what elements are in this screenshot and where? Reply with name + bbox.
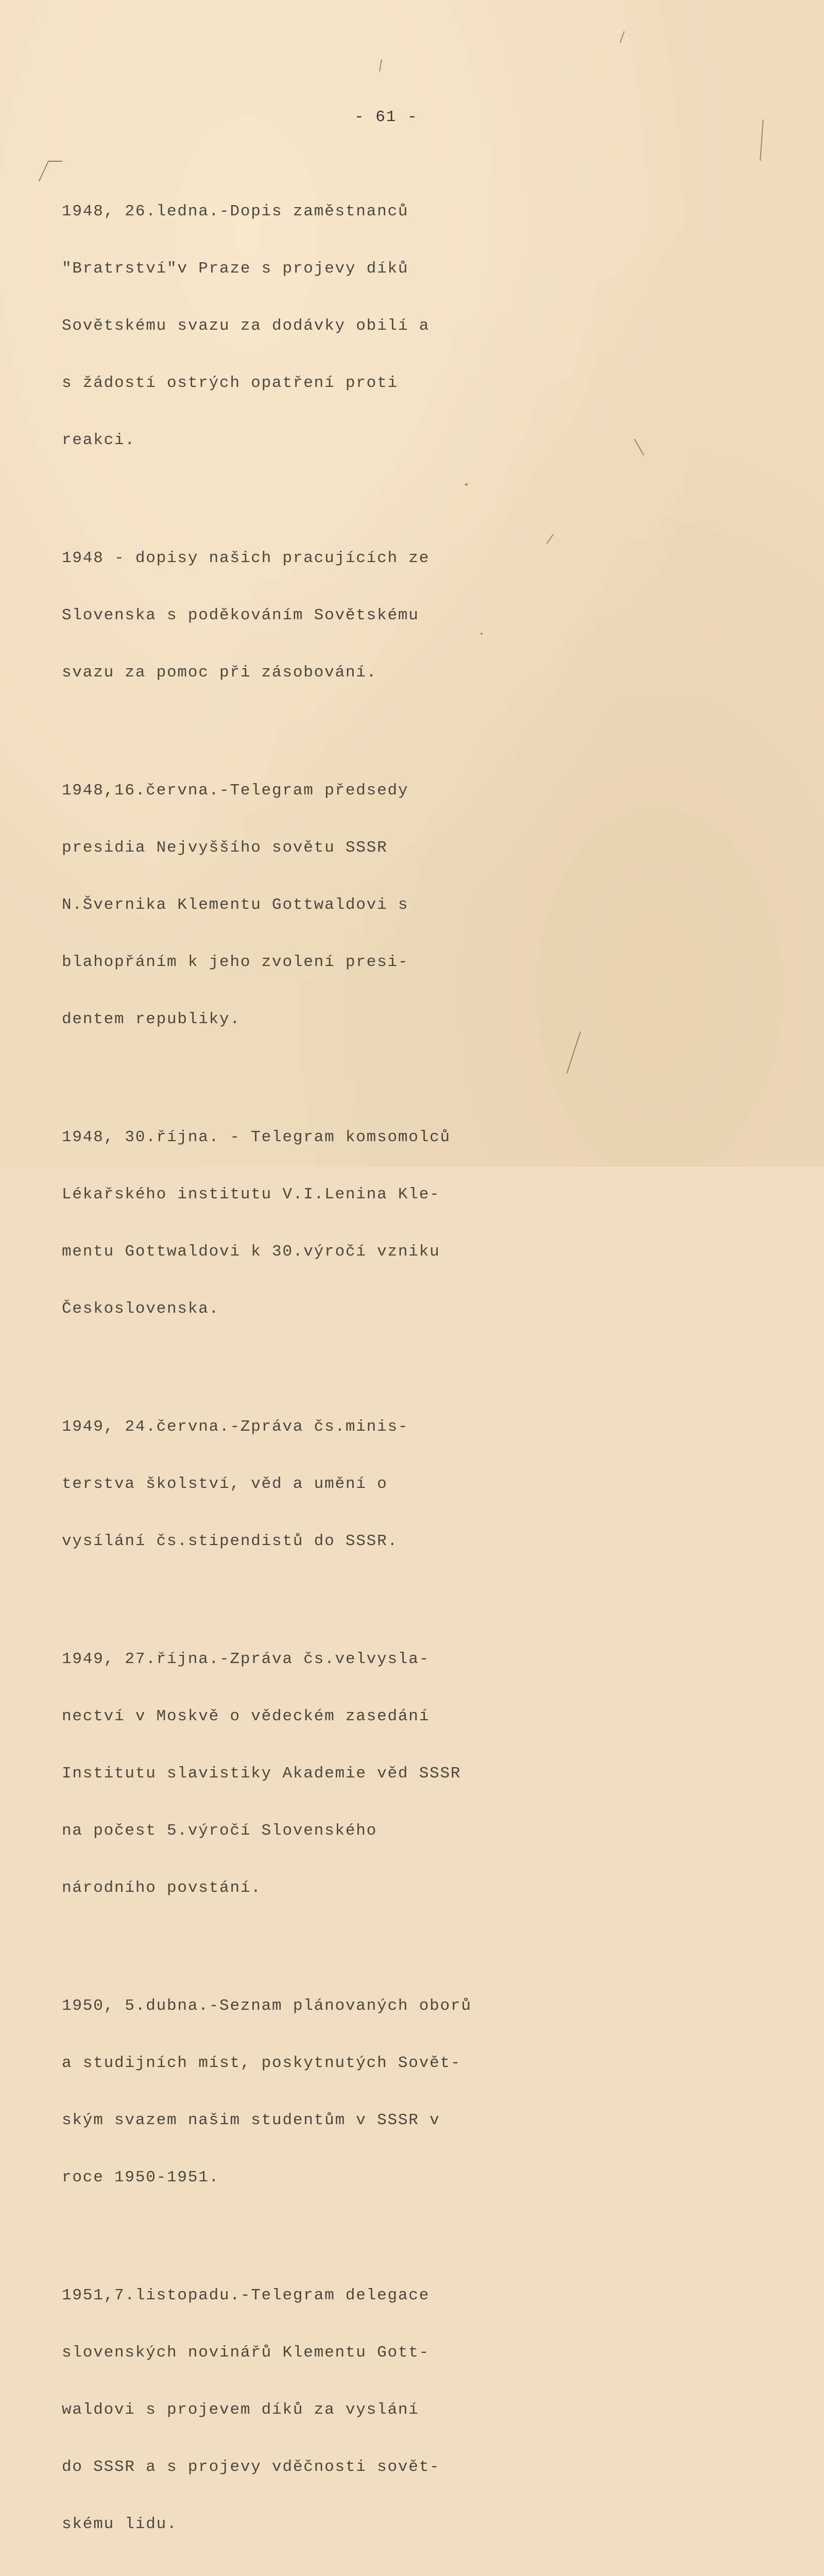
list-item	[62, 743, 484, 1067]
entry-line: a studijních míst, poskytnutých Sovět-	[62, 2054, 461, 2072]
entry-line: 1951,7.listopadu.-Telegram delegace	[62, 2286, 430, 2304]
list-item	[62, 2248, 484, 2572]
entry-line: svazu za pomoc při zásobování.	[62, 664, 377, 682]
entry-line: Institutu slavistiky Akademie věd SSSR	[62, 1765, 461, 1783]
entry-line: 1949, 27.října.-Zpráva čs.velvysla-	[62, 1650, 430, 1668]
paper-mark	[620, 31, 625, 43]
entry-list	[62, 164, 484, 2576]
paper-mark	[480, 633, 483, 635]
paper-mark	[546, 534, 554, 544]
entry-line: waldovi s projevem díků za vyslání	[62, 2401, 419, 2419]
entry-line: národního povstání.	[62, 1879, 262, 1897]
entry-line: ským svazem našim studentům v SSSR v	[62, 2111, 440, 2129]
entry-line: "Bratrství"v Praze s projevy díků	[62, 260, 409, 278]
list-item	[62, 511, 484, 720]
entry-line: dentem republiky.	[62, 1010, 241, 1028]
entry-line: terstva školství, věd a umění o	[62, 1475, 388, 1493]
entry-line: roce 1950-1951.	[62, 2168, 220, 2187]
entry-line: 1948 - dopisy našich pracujících ze	[62, 549, 430, 567]
list-item	[62, 1379, 484, 1589]
entry-line: mentu Gottwaldovi k 30.výročí vzniku	[62, 1243, 440, 1261]
entry-line: s žádostí ostrých opatření proti	[62, 374, 398, 392]
entry-line: reakci.	[62, 431, 135, 449]
paper-mark	[634, 439, 644, 455]
entry-line: do SSSR a s projevy vděčnosti sovět-	[62, 2458, 440, 2476]
paper-mark	[379, 59, 382, 72]
entry-line: 1948,16.června.-Telegram předsedy	[62, 782, 409, 800]
entry-line: 1949, 24.června.-Zpráva čs.minis-	[62, 1418, 409, 1436]
entry-line: nectví v Moskvě o vědeckém zasedání	[62, 1707, 430, 1725]
paper-mark	[566, 1031, 581, 1073]
paper-mark	[465, 483, 468, 486]
list-item	[62, 1090, 484, 1357]
entry-line: skému lidu.	[62, 2515, 178, 2533]
entry-line: Československa.	[62, 1300, 220, 1318]
list-item	[62, 1612, 484, 1936]
paper-mark	[760, 120, 764, 161]
entry-line: slovenských novinářů Klementu Gott-	[62, 2344, 430, 2362]
entry-line: blahopřáním k jeho zvolení presi-	[62, 953, 409, 971]
page-number: - 61 -	[354, 108, 418, 126]
list-item	[62, 164, 484, 488]
entry-line: presidia Nejvyššího sovětu SSSR	[62, 839, 388, 857]
entry-line: Sovětskému svazu za dodávky obilí a	[62, 317, 430, 335]
entry-line: vysílání čs.stipendistů do SSSR.	[62, 1532, 398, 1550]
entry-line: 1948, 26.ledna.-Dopis zaměstnanců	[62, 202, 409, 221]
entry-line: 1950, 5.dubna.-Seznam plánovaných oborů	[62, 1997, 472, 2015]
entry-line: N.Švernika Klementu Gottwaldovi s	[62, 896, 409, 914]
entry-line: Lékařského institutu V.I.Lenina Kle-	[62, 1185, 440, 1204]
entry-line: Slovenska s poděkováním Sovětskému	[62, 606, 419, 624]
entry-line: na počest 5.výročí Slovenského	[62, 1822, 377, 1840]
list-item	[62, 1958, 484, 2225]
entry-line: 1948, 30.října. - Telegram komsomolců	[62, 1128, 451, 1146]
handwritten-bracket-mark	[39, 161, 63, 181]
